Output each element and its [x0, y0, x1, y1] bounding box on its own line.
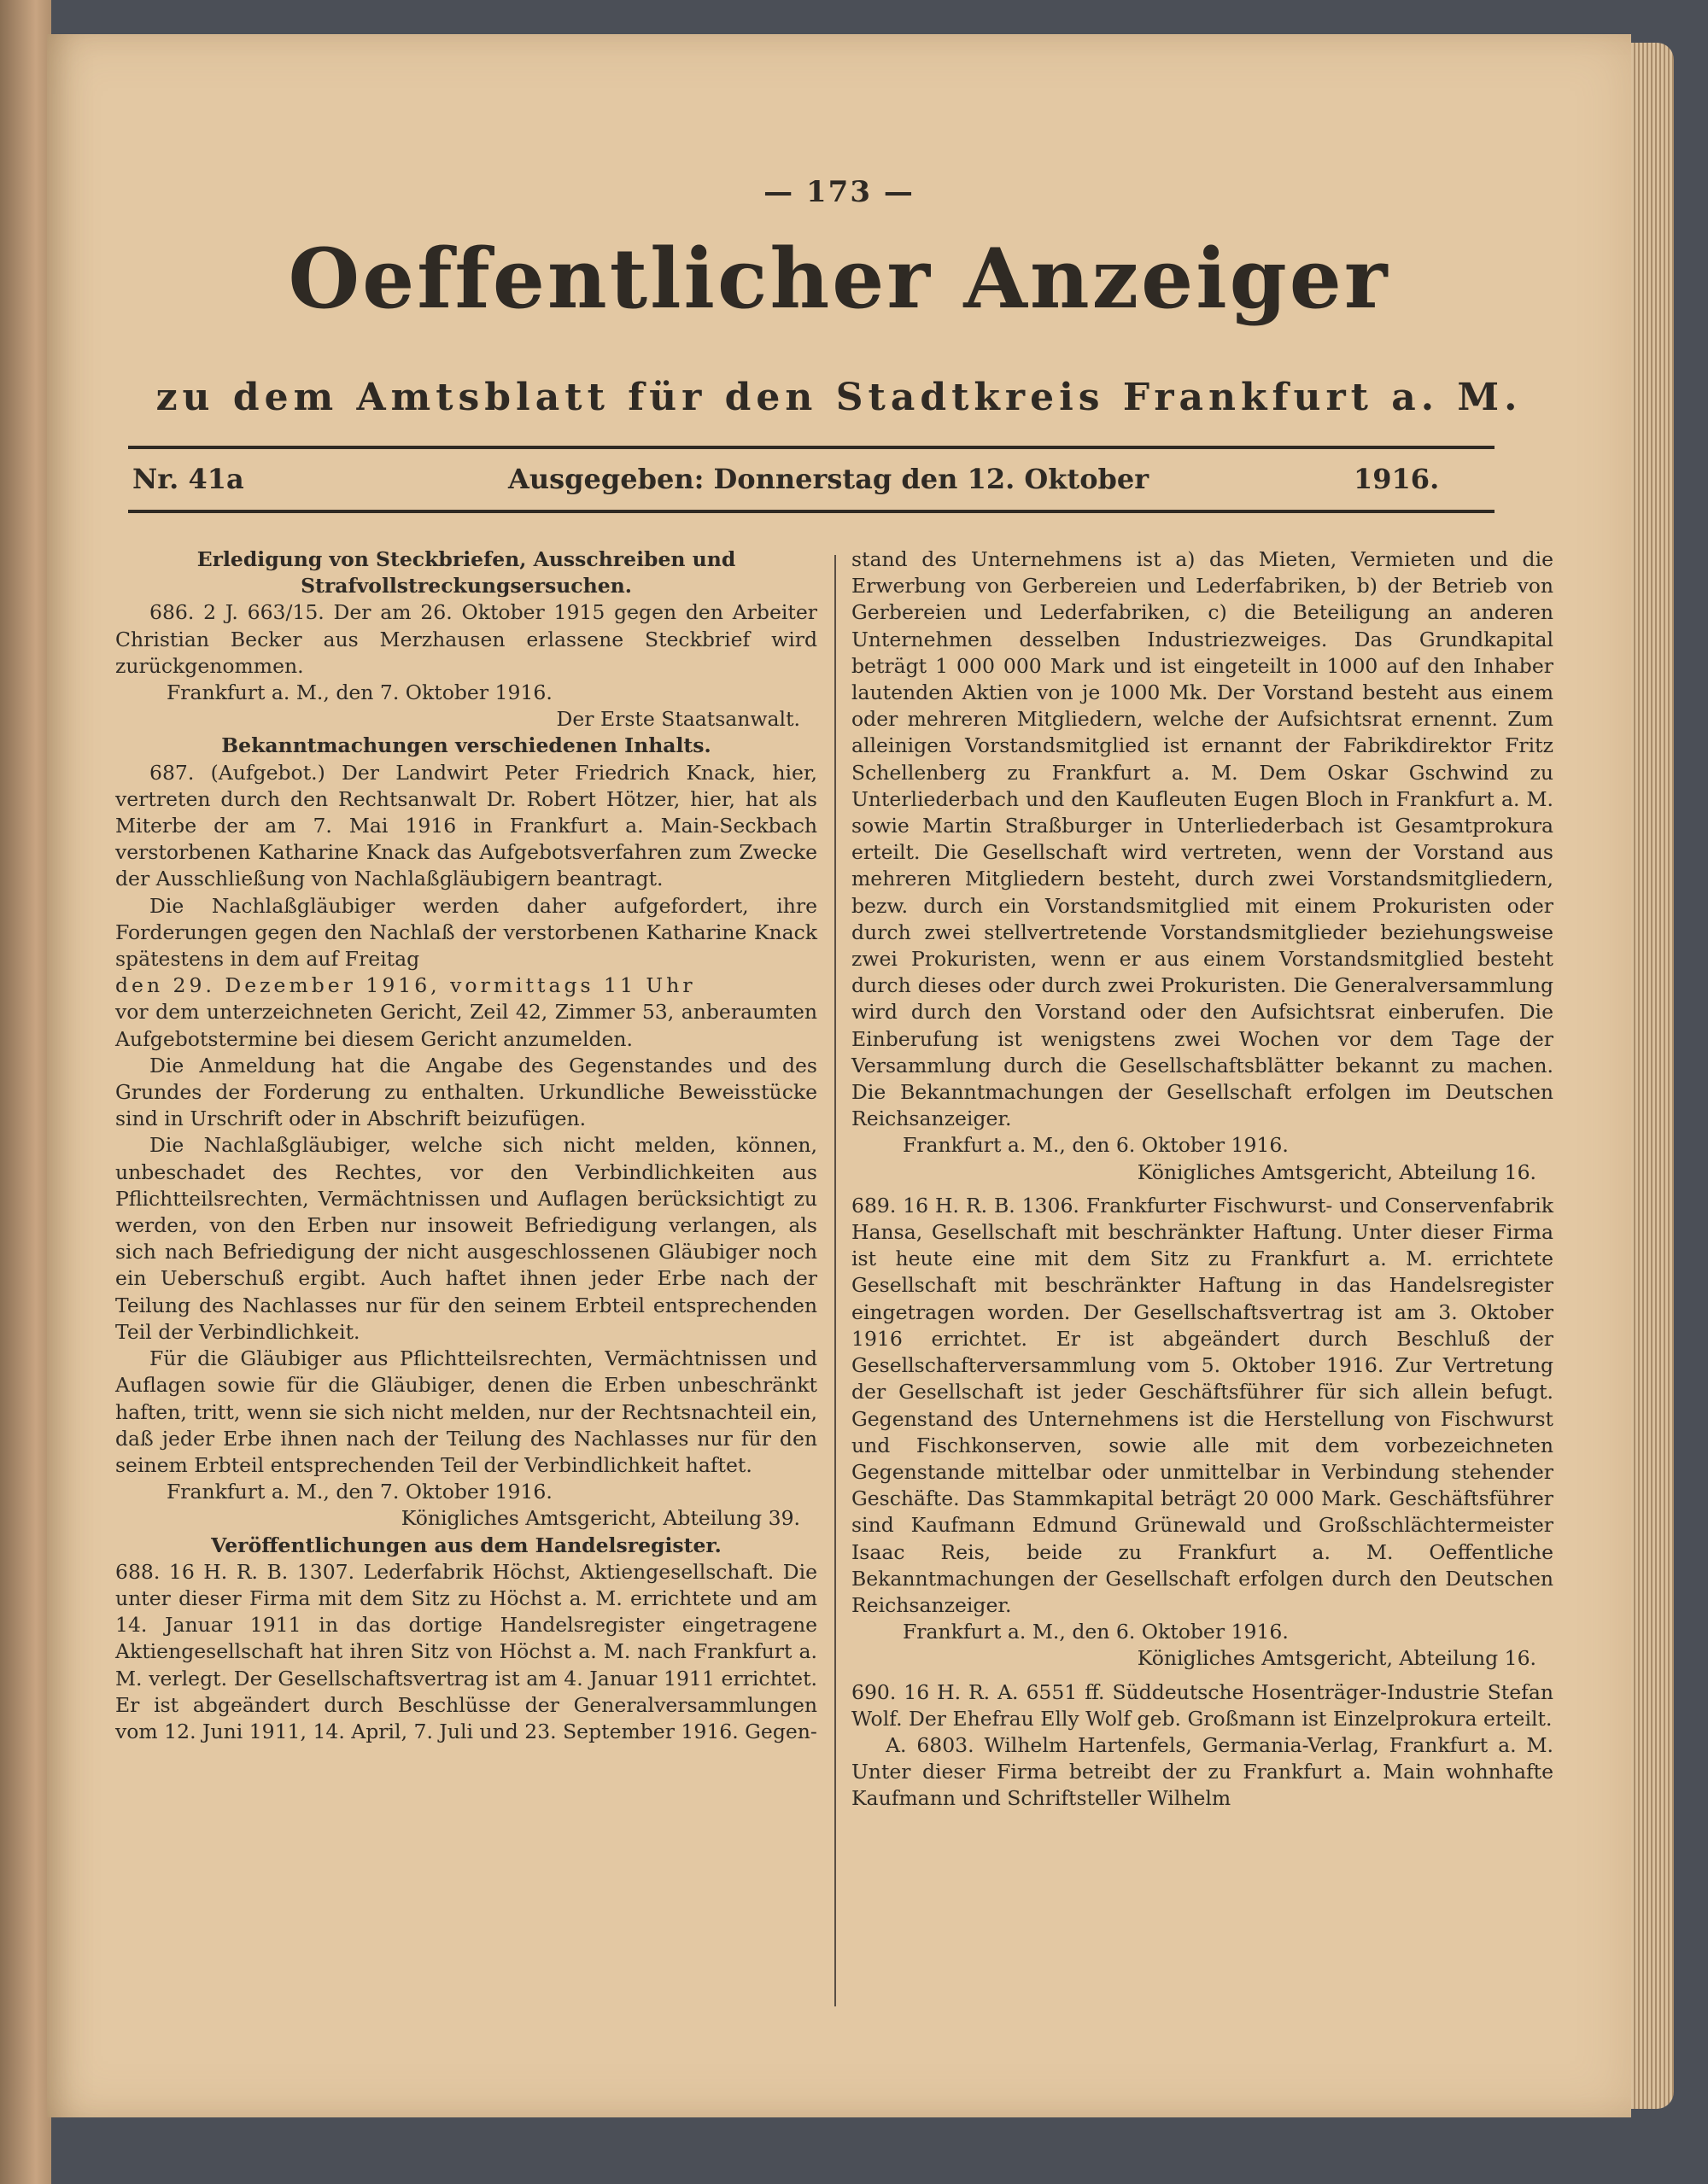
spacer	[851, 1186, 1553, 1193]
paragraph: Königliches Amtsgericht, Abteilung 39.	[401, 1506, 800, 1531]
section-heading: Erledigung von Steckbriefen, Ausschreiben und Strafvollstreckungsersuchen.	[196, 547, 736, 599]
paragraph: Königliches Amtsgericht, Abteilung 16.	[1137, 1159, 1536, 1184]
right-column	[851, 546, 1553, 1813]
facing-page-edge	[0, 0, 51, 2184]
paragraph: 690. 16 H. R. A. 6551 ff. Süddeutsche Hosenträger-Industrie Stefan Wolf. Der Ehefrau Elly Wolf geb. Großmann ist Einzelprokura erteilt.	[851, 1679, 1553, 1731]
paragraph: 686. 2 J. 663/15. Der am 26. Oktober 1915 gegen den Arbeiter Christian Becker aus Merzhausen erlassene Steckbrief wird zurückgenommen.	[115, 600, 817, 678]
paragraph: Der Erste Staatsanwalt.	[556, 707, 800, 732]
paragraph: den 29. Dezember 1916, vormittags 11 Uhr	[115, 973, 696, 998]
header-rule-top	[128, 446, 1494, 449]
masthead-title: Oeffentlicher Anzeiger	[288, 231, 1390, 327]
column-divider	[834, 555, 836, 2006]
paragraph: 687. (Aufgebot.) Der Landwirt Peter Friedrich Knack, hier, vertreten durch den Rechtsanwalt Dr. Robert Hötzer, hier, hat als Miterbe der am 7. Mai 1916 in Frankfurt a. Main-Seckbach verstorbenen Katharine Knack das Aufgebotsverfahren zum Zwecke der Ausschließung von Nachlaßgläubigern beantragt.	[115, 760, 817, 891]
paragraph: Die Nachlaßgläubiger, welche sich nicht melden, können, unbeschadet des Rechtes, vor den Verbindlichkeiten aus Pflichtteilsrechten, Vermächtnissen und Auflagen berücksichtigt zu werden, von den Erben nur insoweit Befriedigung verlangen, als sich nach Befriedigung der nicht ausgeschlossenen Gläubiger noch ein Ueberschuß ergibt. Auch haftet ihnen jeder Erbe nach der Teilung des Nachlasses nur für den seinem Erbteil entsprechenden Teil der Verbindlichkeit.	[115, 1133, 817, 1344]
paragraph: 688. 16 H. R. B. 1307. Lederfabrik Höchst, Aktiengesellschaft. Die unter dieser Firma mit dem Sitz zu Höchst a. M. errichtete und am 14. Januar 1911 in das dortige Handelsregister eingetragene Aktiengesellschaft hat ihren Sitz von Höchst a. M. nach Frankfurt a. M. verlegt. Der Gesellschaftsvertrag ist am 4. Januar 1911 errichtet. Er ist abgeändert durch Beschlüsse der Generalversammlungen vom 12. Juni 1911, 14. April, 7. Juli und 23. September 1916. Gegen-	[115, 1559, 817, 1743]
spacer	[851, 1673, 1553, 1679]
paragraph: stand des Unternehmens ist a) das Mieten, Vermieten und die Erwerbung von Gerbereien und Lederfabriken, b) der Betrieb von Gerbereien und Lederfabriken, c) die Beteiligung an anderen Unternehmen desselben Industriezweiges. Das Grundkapital beträgt 1 000 000 Mark und ist eingeteilt in 1000 auf den Inhaber lautenden Aktien von je 1000 Mk. Der Vorstand besteht aus einem oder mehreren Mitgliedern, welche der Aufsichtsrat ernennt. Zum alleinigen Vorstandsmitglied ist ernannt der Fabrikdirektor Fritz Schellenberg zu Frankfurt a. M. Dem Oskar Gschwind zu Unterliederbach und den Kaufleuten Eugen Bloch in Frankfurt a. M. sowie Martin Straßburger in Unterliederbach ist Gesamtprokura erteilt. Die Gesellschaft wird vertreten, wenn der Vorstand aus mehreren Mitgliedern besteht, durch zwei Vorstandsmitgliedern, bezw. durch ein Vorstandsmitglied mit einem Prokuristen oder durch zwei stellvertretende Vorstandsmitglieder beziehungsweise zwei Prokuristen, wenn er aus einem Vorstandsmitglied besteht durch dieses oder durch zwei Prokuristen. Die Generalversammlung wird durch den Vorstand oder den Aufsichtsrat einberufen. Die Einberufung ist wenigstens zwei Wochen vor dem Tage der Versammlung durch die Gesellschaftsblätter bekannt zu machen. Die Bekanntmachungen der Gesellschaft erfolgen im Deutschen Reichsanzeiger.	[851, 547, 1553, 1131]
issue-year: 1916.	[1354, 463, 1440, 495]
newspaper-page	[47, 34, 1631, 2117]
paragraph: Frankfurt a. M., den 7. Oktober 1916.	[167, 680, 553, 705]
paragraph: Frankfurt a. M., den 7. Oktober 1916.	[167, 1480, 553, 1504]
page-number: — 173 —	[763, 175, 915, 209]
section-heading: Veröffentlichungen aus dem Handelsregister.	[211, 1533, 722, 1557]
paragraph: Frankfurt a. M., den 6. Oktober 1916.	[903, 1133, 1289, 1158]
header-rule-bottom	[128, 510, 1494, 513]
issue-number: Nr. 41a	[132, 463, 244, 495]
paragraph: 689. 16 H. R. B. 1306. Frankfurter Fischwurst- und Conservenfabrik Hansa, Gesellschaft mit beschränkter Haftung. Unter dieser Firma ist heute eine mit dem Sitz zu Frankfurt a. M. errichtete Gesellschaft mit beschränkter Haftung in das Handelsregister eingetragen worden. Der Gesellschaftsvertrag ist am 3. Oktober 1916 errichtet. Er ist abgeändert durch Beschluß der Gesellschafterversammlung vom 5. Oktober 1916. Zur Vertretung der Gesellschaft ist jeder Geschäftsführer für sich allein befugt. Gegenstand des Unternehmens ist die Herstellung von Fischwurst und Fischkonserven, sowie alle mit dem vorbezeichneten Gegenstande mittelbar oder unmittelbar in Verbindung stehender Geschäfte. Das Stammkapital beträgt 20 000 Mark. Geschäftsführer sind Kaufmann Edmund Grünewald und Großschlächtermeister Isaac Reis, beide zu Frankfurt a. M. Oeffentliche Bekanntmachungen der Gesellschaft erfolgen durch den Deutschen Reichsanzeiger.	[851, 1193, 1553, 1617]
paragraph: vor dem unterzeichneten Gericht, Zeil 42, Zimmer 53, anberaumten Aufgebotstermine bei diesem Gericht anzumelden.	[115, 1000, 817, 1051]
paragraph: Für die Gläubiger aus Pflichtteilsrechten, Vermächtnissen und Auflagen sowie für die Gläubiger, denen die Erben unbeschränkt haften, tritt, wenn sie sich nicht melden, nur der Rechtsnachteil ein, daß jeder Erbe ihnen nach der Teilung des Nachlasses nur für den seinem Erbteil entsprechenden Teil der Verbindlichkeit haftet.	[115, 1346, 817, 1477]
paragraph: Frankfurt a. M., den 6. Oktober 1916.	[903, 1620, 1289, 1644]
section-heading: Bekanntmachungen verschiedenen Inhalts.	[221, 733, 711, 758]
paragraph: Die Anmeldung hat die Angabe des Gegenstandes und des Grundes der Forderung zu enthalten. Urkundliche Beweisstücke sind in Urschrift oder in Abschrift beizufügen.	[115, 1053, 817, 1131]
paragraph: Die Nachlaßgläubiger werden daher aufgefordert, ihre Forderungen gegen den Nachlaß der verstorbenen Katharine Knack spätestens in dem auf Freitag	[115, 893, 817, 972]
masthead-subtitle: zu dem Amtsblatt für den Stadtkreis Frankfurt a. M.	[155, 376, 1523, 419]
paragraph: Königliches Amtsgericht, Abteilung 16.	[1137, 1646, 1536, 1671]
left-column	[115, 546, 817, 1745]
paragraph: A. 6803. Wilhelm Hartenfels, Germania-Verlag, Frankfurt a. M. Unter dieser Firma betreibt der zu Frankfurt a. Main wohnhafte Kaufmann und Schriftsteller Wilhelm	[851, 1732, 1553, 1811]
issue-date: Ausgegeben: Donnerstag den 12. Oktober	[508, 463, 1149, 495]
